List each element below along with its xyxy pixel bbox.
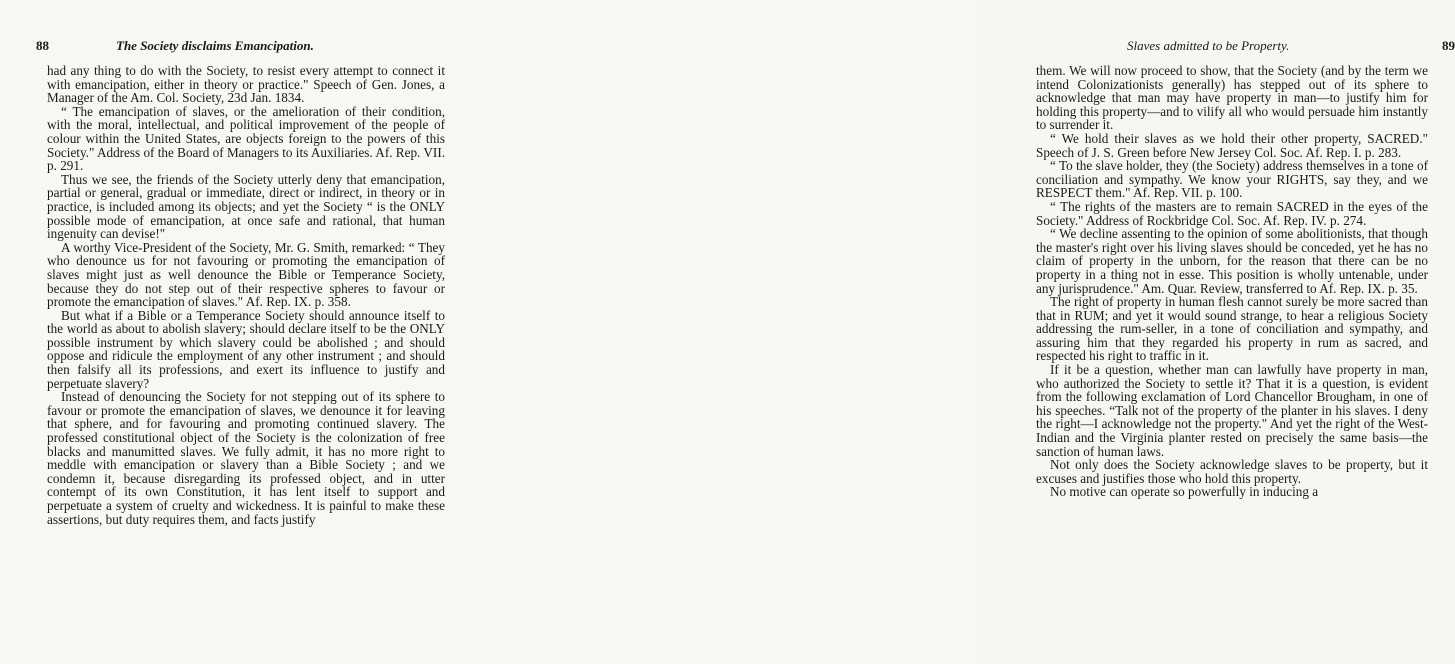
right-paragraph-8: Not only does the Society acknowledge slaves to be property, but it excuses and justifies those who hold this property. — [1036, 457, 1428, 486]
right-running-head: Slaves admitted to be Property. — [1127, 38, 1290, 53]
right-paragraph-3: “ To the slave holder, they (the Society) address themselves in a tone of conciliation and sympathy. We know your RIGHTS, say they, and we RESPECT them." Af. Rep. VII. p. 100. — [1036, 158, 1428, 201]
right-paragraph-4: “ The rights of the masters are to remain SACRED in the eyes of the Society." Address of Rockbridge Col. Soc. Af. Rep. IV. p. 274. — [1036, 198, 1428, 228]
right-paragraph-5: “ We decline assenting to the opinion of some abolitionists, that though the master's right over his living slaves should be conceded, yet he has no claim of property in the unborn, for the reason that there can be no property in a thing not in esse. This position is wholly untenable, under any jurisprudence." Am. Quar. Review, transferred to Af. Rep. IX. p. 35. — [1036, 226, 1428, 296]
left-page-number: 88 — [36, 38, 49, 53]
left-paragraph-5: But what if a Bible or a Temperance Society should announce itself to the world as about to abolish slavery; should declare itself to be the ONLY possible instrument by which slavery could be abolished ; and should oppose and ridicule the employment of any other instrument ; and should then falsify all its professions, and exert its influence to justify and perpetuate slavery? — [47, 307, 445, 391]
right-paragraph-1: them. We will now proceed to show, that the Society (and by the term we intend Colonizationists generally) has stepped out of its sphere to acknowledge that man may have property in man—to justify him for holding this property—and to vilify all who would persuade him instantly to surrender it. — [1036, 63, 1428, 133]
left-paragraph-3: Thus we see, the friends of the Society utterly deny that emancipation, partial or general, gradual or immediate, direct or indirect, in theory or in practice, is included among its objects; and yet the Society “ is the ONLY possible mode of emancipation, at once safe and rational, that human ingenuity can devise!" — [47, 171, 445, 242]
right-page — [490, 0, 1455, 664]
left-paragraph-1: had any thing to do with the Society, to resist every attempt to connect it with emancipation, either in theory or practice." Speech of Gen. Jones, a Manager of the Am. Col. Society, 23d Jan. 1834. — [47, 63, 445, 106]
right-paragraph-7: If it be a question, whether man can lawfully have property in man, who authorized the Society to settle it? That it is a question, is evident from the following exclamation of Lord Chancellor Brougham, in one of his speeches. “Talk not of the property of the planter in his slaves. I deny the right—I acknowledge not the property." And yet the right of the West-Indian and the Virginia planter rested on precisely the same basis—the sanction of human laws. — [1036, 362, 1428, 459]
left-paragraph-6: Instead of denouncing the Society for not stepping out of its sphere to favour or promote the emancipation of slaves, we denounce it for leaving that sphere, and for favouring and promoting continued slavery. The professed constitutional object of the Society is the colonization of free blacks and manumitted slaves. We fully admit, it has no more right to meddle with emancipation or slavery than a Bible Society ; and we condemn it, because disregarding its professed object, and in utter contempt of its own Constitution, it has lent itself to support and perpetuate a system of cruelty and wickedness. It is painful to make these assertions, but duty requires them, and facts justify — [47, 389, 445, 527]
right-page-number: 89 — [1442, 38, 1455, 53]
left-page-body — [47, 64, 445, 526]
right-paragraph-9: No motive can operate so powerfully in inducing a — [1050, 484, 1319, 500]
left-page-header — [36, 38, 451, 56]
left-page — [0, 0, 490, 664]
right-page-header — [1035, 38, 1455, 56]
left-paragraph-2: “ The emancipation of slaves, or the amelioration of their condition, with the moral, intellectual, and political improvement of the people of colour within the United States, are objects foreign to the powers of this Society." Address of the Board of Managers to its Auxiliaries. Af. Rep. VII. p. 291. — [47, 103, 446, 174]
left-running-head: The Society disclaims Emancipation. — [116, 38, 314, 53]
right-paragraph-2: “ We hold their slaves as we hold their other property, SACRED." Speech of J. S. Green before New Jersey Col. Soc. Af. Rep. I. p. 283. — [1036, 130, 1428, 160]
left-paragraph-4: A worthy Vice-President of the Society, Mr. G. Smith, remarked: “ They who denounce us for not favouring or promoting the emancipation of slaves might just as well denounce the Bible or Temperance Society, because they do not step out of their respective spheres to favour or promote the emancipation of slaves." Af. Rep. IX. p. 358. — [47, 239, 445, 310]
right-page-body — [1036, 64, 1428, 499]
right-paragraph-6: The right of property in human flesh cannot surely be more sacred than that in RUM; and yet it would sound strange, to hear a religious Society addressing the rum-seller, in a tone of conciliation and sympathy, and assuring him that they regarded his property in rum as sacred, and respected his right to traffic in it. — [1036, 294, 1428, 364]
